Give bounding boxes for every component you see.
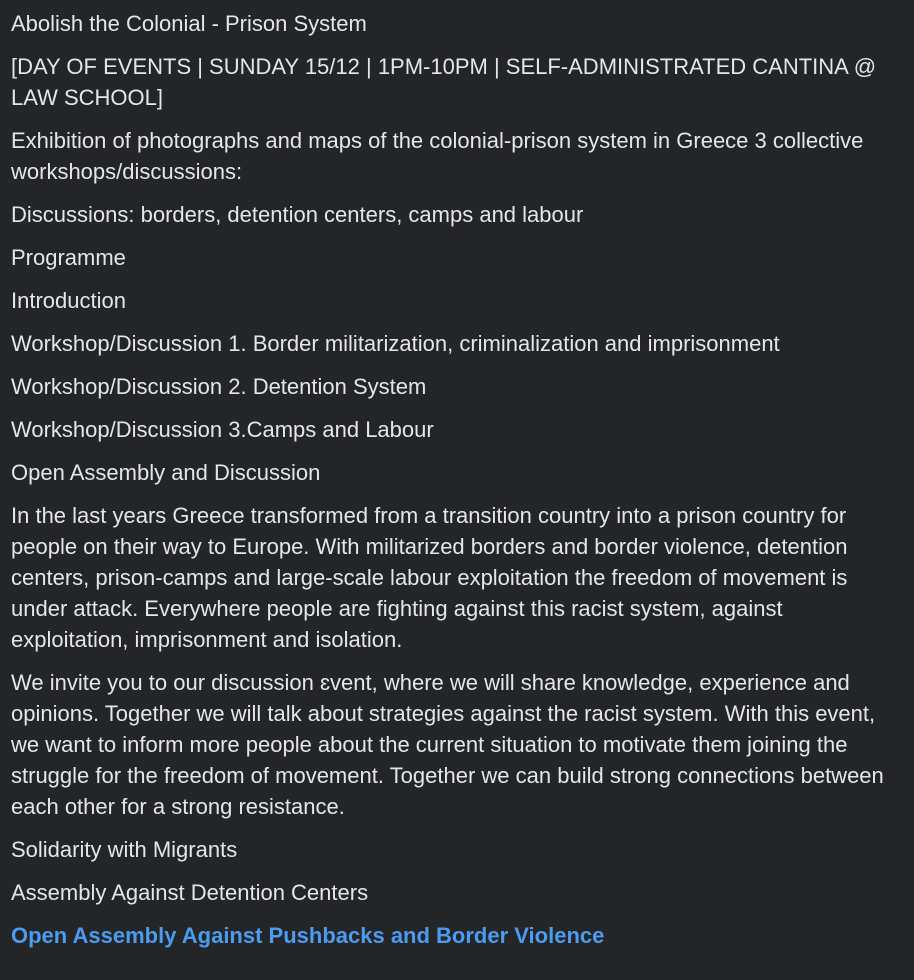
organizer-page-link[interactable]: Open Assembly Against Pushbacks and Border Violence — [11, 923, 605, 948]
programme-heading: Programme — [11, 245, 126, 270]
programme-item-workshop-1: Workshop/Discussion 1. Border militarization, criminalization and imprisonment — [11, 331, 780, 356]
exhibition-description: Exhibition of photographs and maps of the colonial-prison system in Greece 3 collective workshops/discussions: — [11, 128, 864, 184]
programme-item-introduction: Introduction — [11, 288, 126, 313]
programme-item-open-assembly: Open Assembly and Discussion — [11, 460, 321, 485]
organizer-link-paragraph — [11, 920, 902, 951]
programme-item-workshop-2: Workshop/Discussion 2. Detention System — [11, 374, 427, 399]
body-paragraph-2: We invite you to our discussion ɛvent, where we will share knowledge, experience and opinions. Together we will talk about strategies against the racist system. With this event, we want to inform more people about the current situation to motivate them joining the struggle for the freedom of movement. Together we can build strong connections between each other for a strong resistance. — [11, 670, 884, 819]
programme-item-workshop-3: Workshop/Discussion 3.Camps and Labour — [11, 417, 434, 442]
discussion-topics: Discussions: borders, detention centers, camps and labour — [11, 202, 584, 227]
event-details: [DAY OF EVENTS | SUNDAY 15/12 | 1PM-10PM | SELF-ADMINISTRATED CANTINA @ LAW SCHOOL] — [11, 54, 877, 110]
signatory-assembly-against-detention: Assembly Against Detention Centers — [11, 880, 369, 905]
body-paragraph-1: In the last years Greece transformed from a transition country into a prison country for people on their way to Europe. With militarized borders and border violence, detention centers, prison-camps and large-scale labour exploitation the freedom of movement is under attack. Everywhere people are fighting against this racist system, against exploitation, imprisonment and isolation. — [11, 503, 848, 652]
post-title: Abolish the Colonial - Prison System — [11, 11, 367, 36]
signatory-solidarity-with-migrants: Solidarity with Migrants — [11, 837, 238, 862]
